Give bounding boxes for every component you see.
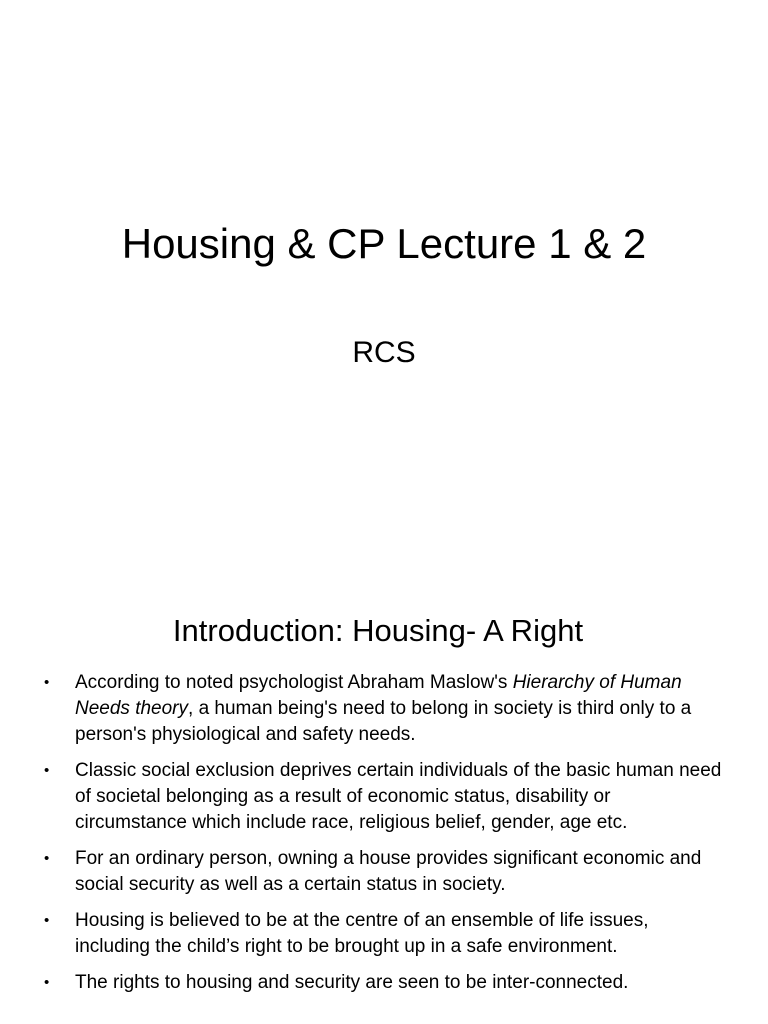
- slide-title: Housing & CP Lecture 1 & 2: [121, 220, 647, 267]
- introduction-slide: [0, 576, 768, 1024]
- bullet-text: Housing is believed to be at the centre of an ensemble of life issues, including the child’s right to be brought up in a safe environment.: [75, 910, 649, 957]
- bullet-text-end: , a human being's need to belong in society is third only to a person's physiological and safety needs.: [75, 698, 692, 745]
- bullet-text: The rights to housing and security are seen to be inter-connected.: [75, 972, 629, 993]
- bullet-icon: •: [44, 762, 50, 779]
- slide-heading: Introduction: Housing- A Right: [172, 613, 584, 648]
- bullet-list: [44, 670, 724, 1006]
- bullet-item: [44, 846, 724, 898]
- slide-subtitle: RCS: [352, 336, 416, 369]
- bullet-text-start: According to noted psychologist Abraham Maslow's: [75, 672, 513, 693]
- bullet-item: [44, 908, 724, 960]
- bullet-icon: •: [44, 974, 50, 991]
- bullet-item: [44, 970, 724, 996]
- bullet-text: For an ordinary person, owning a house provides significant economic and social security as well as a certain status in society.: [75, 848, 702, 895]
- bullet-item: [44, 758, 724, 836]
- bullet-icon: •: [44, 912, 50, 929]
- bullet-icon: •: [44, 674, 50, 691]
- bullet-text-italic: Hierarchy of Human Needs theory: [75, 672, 682, 719]
- bullet-icon: •: [44, 850, 50, 867]
- bullet-text: Classic social exclusion deprives certain individuals of the basic human need of societal belonging as a result of economic status, disability or circumstance which include race, religious belief, gender, age etc.: [75, 760, 722, 833]
- bullet-item: [44, 670, 724, 748]
